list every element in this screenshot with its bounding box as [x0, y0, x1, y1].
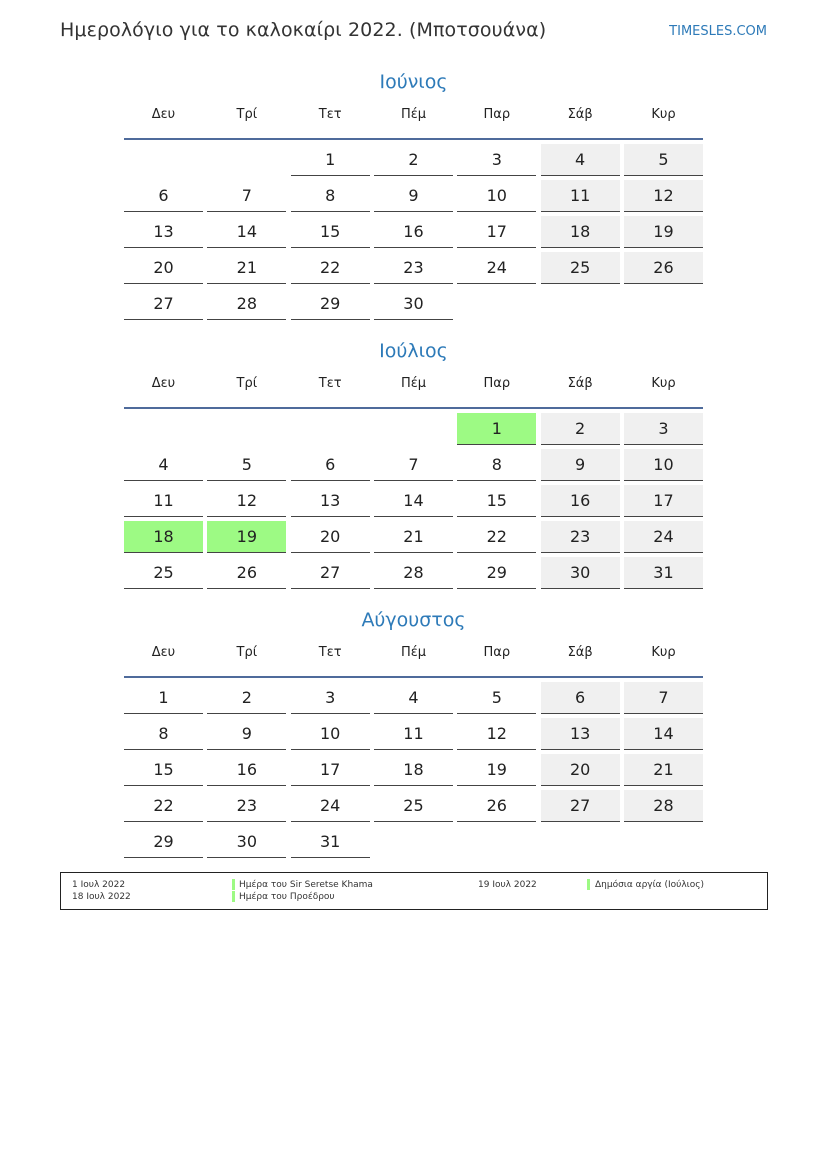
day-cell: 26: [457, 790, 536, 822]
month-title: Ιούλιος: [379, 340, 448, 362]
empty-cell: [624, 288, 703, 319]
day-cell: 14: [624, 718, 703, 750]
weekday-label: Σάβ: [567, 376, 593, 391]
day-cell: 22: [124, 790, 203, 822]
day-cell: 5: [207, 449, 286, 481]
day-cell: 16: [374, 216, 453, 248]
day-cell: 24: [291, 790, 370, 822]
day-cell: 27: [124, 288, 203, 320]
day-cell: 9: [207, 718, 286, 750]
weekday-label: Τετ: [318, 645, 342, 660]
day-cell: 6: [291, 449, 370, 481]
week-grid: [124, 413, 703, 593]
day-cell: 11: [374, 718, 453, 750]
header-divider: [124, 676, 703, 678]
day-cell: 12: [624, 180, 703, 212]
holiday-legend: [60, 872, 768, 910]
empty-cell: [374, 413, 453, 444]
weekday-label: Τρί: [236, 376, 258, 391]
week-row: [124, 180, 703, 216]
day-cell: 13: [124, 216, 203, 248]
day-cell: 2: [541, 413, 620, 445]
day-cell: 2: [374, 144, 453, 176]
day-cell: 21: [624, 754, 703, 786]
day-cell: 5: [624, 144, 703, 176]
weekday-label: Παρ: [483, 376, 511, 391]
day-cell: 23: [207, 790, 286, 822]
day-cell: 22: [457, 521, 536, 553]
day-cell: 4: [124, 449, 203, 481]
empty-cell: [457, 826, 536, 857]
week-row: [124, 252, 703, 288]
day-cell: 29: [457, 557, 536, 589]
week-row: [124, 449, 703, 485]
day-cell: 22: [291, 252, 370, 284]
day-cell: 9: [374, 180, 453, 212]
day-cell: 10: [624, 449, 703, 481]
day-cell: 30: [374, 288, 453, 320]
month-july: [124, 337, 703, 593]
weekday-label: Τετ: [318, 107, 342, 122]
week-row: [124, 754, 703, 790]
day-cell: 25: [124, 557, 203, 589]
empty-cell: [541, 826, 620, 857]
day-cell: 29: [124, 826, 203, 858]
day-cell: 11: [124, 485, 203, 517]
month-june: [124, 68, 703, 324]
day-cell: 6: [541, 682, 620, 714]
legend-holiday-name: Ημέρα του Sir Seretse Khama: [239, 880, 373, 890]
day-cell: 16: [207, 754, 286, 786]
holiday-color-marker: [232, 879, 235, 890]
day-cell: 13: [291, 485, 370, 517]
day-cell: 4: [541, 144, 620, 176]
brand-link[interactable]: TIMESLES.COM: [669, 24, 767, 39]
weekday-label: Σάβ: [567, 107, 593, 122]
day-cell: 25: [374, 790, 453, 822]
day-cell: 23: [374, 252, 453, 284]
weekday-label: Σάβ: [567, 645, 593, 660]
month-title: Ιούνιος: [379, 71, 448, 93]
day-cell: 3: [624, 413, 703, 445]
day-cell: 8: [291, 180, 370, 212]
legend-date: 18 Ιουλ 2022: [72, 892, 131, 902]
weekday-header-row: [124, 106, 703, 138]
day-cell: 19: [457, 754, 536, 786]
day-cell: 21: [207, 252, 286, 284]
day-cell: 24: [457, 252, 536, 284]
day-cell: 11: [541, 180, 620, 212]
month-title: Αύγουστος: [361, 609, 466, 631]
day-cell: 10: [457, 180, 536, 212]
day-cell: 24: [624, 521, 703, 553]
weekday-label: Πέμ: [400, 645, 427, 660]
day-cell: 13: [541, 718, 620, 750]
week-row: [124, 216, 703, 252]
day-cell: 17: [624, 485, 703, 517]
day-cell: 15: [291, 216, 370, 248]
empty-cell: [624, 826, 703, 857]
weekday-label: Τρί: [236, 645, 258, 660]
day-cell: 14: [207, 216, 286, 248]
day-cell: 27: [541, 790, 620, 822]
day-cell: 3: [291, 682, 370, 714]
weekday-label: Κυρ: [651, 107, 676, 122]
day-cell: 26: [207, 557, 286, 589]
week-row: [124, 718, 703, 754]
day-cell: 3: [457, 144, 536, 176]
week-row: [124, 557, 703, 593]
page-title: Ημερολόγιο για το καλοκαίρι 2022. (Μποτσουάνα): [60, 19, 547, 41]
day-cell: 31: [291, 826, 370, 858]
day-cell: 23: [541, 521, 620, 553]
weekday-header-row: [124, 644, 703, 676]
weekday-label: Πέμ: [400, 107, 427, 122]
day-cell: 28: [374, 557, 453, 589]
day-cell: 31: [624, 557, 703, 589]
week-grid: [124, 144, 703, 324]
day-cell: 8: [124, 718, 203, 750]
day-cell: 7: [374, 449, 453, 481]
empty-cell: [124, 144, 203, 175]
day-cell: 20: [541, 754, 620, 786]
day-cell: 1: [291, 144, 370, 176]
day-cell: 28: [624, 790, 703, 822]
day-cell: 9: [541, 449, 620, 481]
day-cell: 26: [624, 252, 703, 284]
weekday-label: Δευ: [151, 645, 176, 660]
week-row: [124, 144, 703, 180]
month-august: [124, 606, 703, 862]
header-divider: [124, 138, 703, 140]
day-cell: 4: [374, 682, 453, 714]
holiday-day-cell: 18: [124, 521, 203, 553]
weekday-label: Παρ: [483, 107, 511, 122]
empty-cell: [207, 413, 286, 444]
day-cell: 6: [124, 180, 203, 212]
week-row: [124, 413, 703, 449]
weekday-header-row: [124, 375, 703, 407]
day-cell: 25: [541, 252, 620, 284]
week-row: [124, 521, 703, 557]
empty-cell: [291, 413, 370, 444]
empty-cell: [457, 288, 536, 319]
legend-holiday-name: Ημέρα του Προέδρου: [239, 892, 335, 902]
day-cell: 18: [541, 216, 620, 248]
day-cell: 29: [291, 288, 370, 320]
weekday-label: Κυρ: [651, 376, 676, 391]
day-cell: 16: [541, 485, 620, 517]
day-cell: 21: [374, 521, 453, 553]
empty-cell: [207, 144, 286, 175]
day-cell: 28: [207, 288, 286, 320]
day-cell: 8: [457, 449, 536, 481]
day-cell: 18: [374, 754, 453, 786]
weekday-label: Πέμ: [400, 376, 427, 391]
weekday-label: Τετ: [318, 376, 342, 391]
weekday-label: Δευ: [151, 376, 176, 391]
weekday-label: Κυρ: [651, 645, 676, 660]
day-cell: 20: [291, 521, 370, 553]
weekday-label: Τρί: [236, 107, 258, 122]
empty-cell: [541, 288, 620, 319]
weekday-label: Δευ: [151, 107, 176, 122]
day-cell: 7: [207, 180, 286, 212]
week-row: [124, 826, 703, 862]
day-cell: 15: [124, 754, 203, 786]
day-cell: 12: [207, 485, 286, 517]
day-cell: 15: [457, 485, 536, 517]
day-cell: 20: [124, 252, 203, 284]
day-cell: 30: [207, 826, 286, 858]
day-cell: 27: [291, 557, 370, 589]
empty-cell: [124, 413, 203, 444]
day-cell: 2: [207, 682, 286, 714]
week-row: [124, 682, 703, 718]
day-cell: 19: [624, 216, 703, 248]
day-cell: 10: [291, 718, 370, 750]
week-row: [124, 288, 703, 324]
week-row: [124, 790, 703, 826]
week-grid: [124, 682, 703, 862]
day-cell: 5: [457, 682, 536, 714]
legend-holiday-name: Δημόσια αργία (Ιούλιος): [595, 880, 704, 890]
day-cell: 17: [457, 216, 536, 248]
legend-date: 1 Ιουλ 2022: [72, 880, 126, 890]
day-cell: 7: [624, 682, 703, 714]
holiday-day-cell: 1: [457, 413, 536, 445]
week-row: [124, 485, 703, 521]
empty-cell: [374, 826, 453, 857]
day-cell: 30: [541, 557, 620, 589]
day-cell: 14: [374, 485, 453, 517]
legend-date: 19 Ιουλ 2022: [478, 880, 537, 890]
weekday-label: Παρ: [483, 645, 511, 660]
header-divider: [124, 407, 703, 409]
day-cell: 12: [457, 718, 536, 750]
holiday-color-marker: [232, 891, 235, 902]
holiday-day-cell: 19: [207, 521, 286, 553]
day-cell: 1: [124, 682, 203, 714]
holiday-color-marker: [587, 879, 590, 890]
day-cell: 17: [291, 754, 370, 786]
